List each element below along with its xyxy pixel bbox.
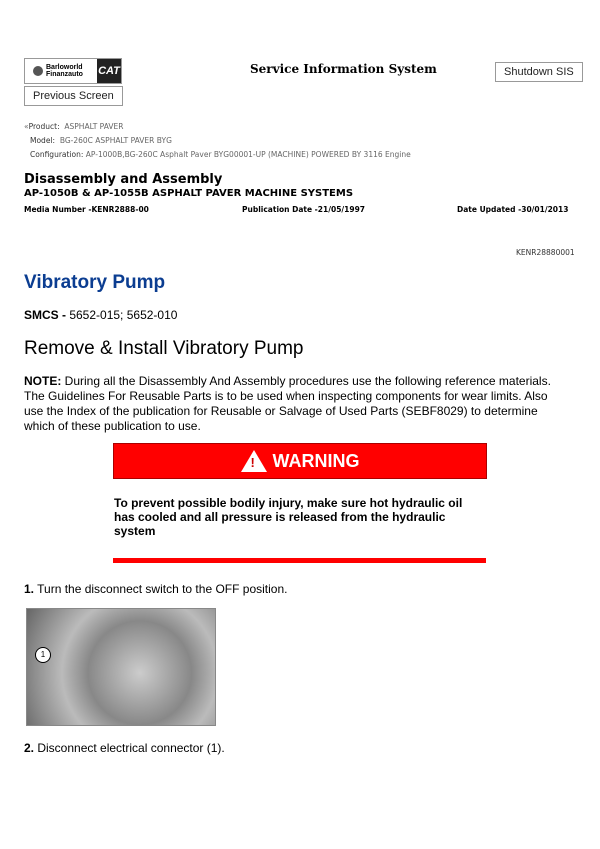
warning-text: To prevent possible bodily injury, make sure hot hydraulic oil has cooled and all pressure is released from the hydraulic system (114, 496, 463, 538)
step-1: 1. Turn the disconnect switch to the OFF position. (24, 582, 288, 596)
section-heading: Remove & Install Vibratory Pump (24, 338, 304, 359)
callout-marker: 1 (35, 647, 51, 663)
barloworld-cat-logo (24, 58, 122, 84)
cat-logo: CAT (97, 59, 121, 83)
configuration-line: Configuration: AP-1000B,BG-260C Asphalt Paver BYG00001-UP (MACHINE) POWERED BY 3116 Engine (30, 150, 411, 159)
doc-category: Disassembly and Assembly (24, 172, 223, 187)
note: NOTE: During all the Disassembly And Assembly procedures use the following reference materials. The Guidelines For Reusable Parts is to be used when inspecting components for wear limits. Also use the Index of the publication for Reusable or Salvage of Used Parts (SEBF8029) to determine which of these publication to use. (24, 374, 551, 433)
logo-text: Barloworld (46, 64, 83, 71)
previous-screen-button[interactable]: Previous Screen (24, 86, 123, 106)
media-number: Media Number -KENR2888-00 (24, 205, 149, 214)
model-line: Model: BG-260C ASPHALT PAVER BYG (30, 136, 172, 145)
globe-icon (33, 66, 43, 76)
page-title: Vibratory Pump (24, 272, 166, 293)
step-2: 2. Disconnect electrical connector (1). (24, 741, 225, 755)
system-title: Service Information System (250, 62, 437, 76)
product-line: «Product: ASPHALT PAVER (24, 122, 124, 131)
doc-subtitle: AP-1050B & AP-1055B ASPHALT PAVER MACHINE SYSTEMS (24, 188, 354, 199)
shutdown-sis-button[interactable]: Shutdown SIS (495, 62, 583, 82)
publication-date: Publication Date -21/05/1997 (242, 205, 366, 214)
warning-triangle-icon: ! (241, 450, 267, 472)
warning-bottom-bar (113, 558, 486, 563)
logo-text: Finanzauto (46, 71, 83, 78)
connector-photo (26, 608, 216, 726)
warning-banner: ! WARNING (113, 443, 487, 479)
reference-id: KENR28880001 (516, 248, 575, 257)
smcs: SMCS - 5652-015; 5652-010 (24, 308, 178, 322)
date-updated: Date Updated -30/01/2013 (457, 205, 569, 214)
